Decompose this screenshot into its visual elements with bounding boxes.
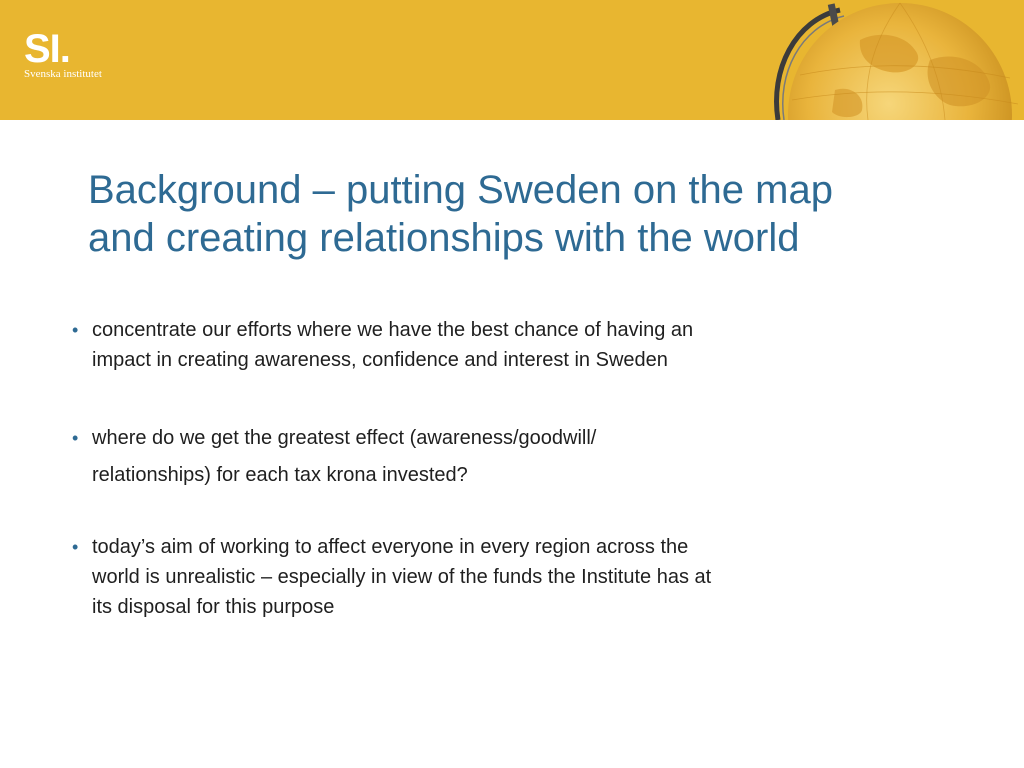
bullet-item <box>70 532 900 622</box>
bullet-text-line: impact in creating awareness, confidence and interest in Sweden <box>92 349 668 371</box>
globe-icon <box>740 0 1024 120</box>
bullet-text-line: relationships) for each tax krona invested? <box>92 464 468 486</box>
bullet-text-line: world is unrealistic – especially in view of the funds the Institute has at <box>92 566 712 588</box>
bullet-text-line: where do we get the greatest effect (awareness/goodwill/ <box>92 427 597 449</box>
si-logo <box>24 27 102 80</box>
logo-mark: SI. <box>24 27 70 71</box>
bullet-text-line: its disposal for this purpose <box>92 596 335 618</box>
bullet-list <box>70 315 900 622</box>
bullet-item <box>70 420 900 494</box>
header-band <box>0 0 1024 120</box>
bullet-text-line: today’s aim of working to affect everyone in every region across the <box>92 536 689 558</box>
logo-name: Svenska institutet <box>24 68 102 80</box>
bullet-item <box>70 315 900 375</box>
bullet-marker: • <box>72 320 79 340</box>
slide-title <box>88 166 968 262</box>
bullet-marker: • <box>72 537 79 557</box>
bullet-text-line: concentrate our efforts where we have the best chance of having an <box>92 319 694 341</box>
slide-title-line-2: and creating relationships with the world <box>88 216 800 260</box>
bullet-marker: • <box>72 428 79 448</box>
slide-title-line-1: Background – putting Sweden on the map <box>88 168 833 212</box>
